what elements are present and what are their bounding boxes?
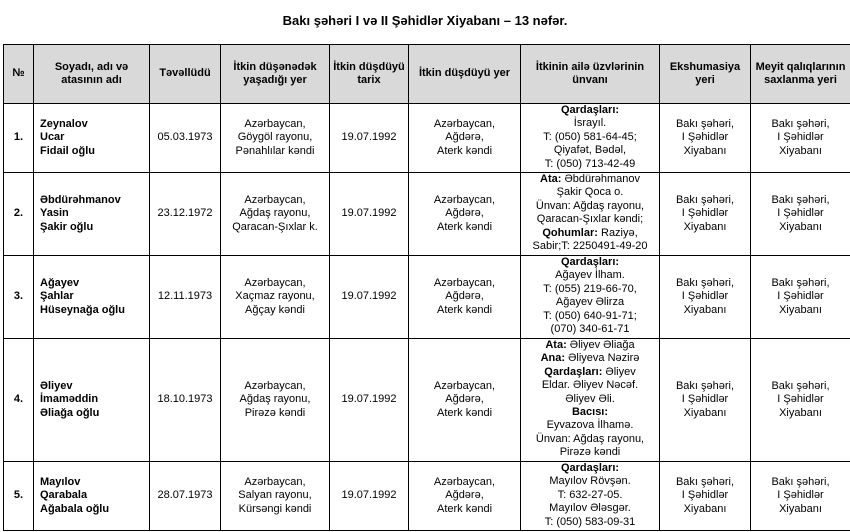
family-label: Bacısı: bbox=[571, 406, 609, 419]
residence bbox=[221, 339, 330, 462]
birth-date: 28.07.1973 bbox=[150, 462, 221, 531]
storage-line: Bakı şəhəri, bbox=[771, 379, 830, 392]
exhumation-line: Xiyabanı bbox=[683, 303, 727, 316]
table-row bbox=[4, 173, 850, 256]
storage-line: Xiyabanı bbox=[779, 406, 822, 419]
row-number: 5. bbox=[4, 462, 34, 531]
residence-line: Ağçay kəndi bbox=[245, 303, 305, 316]
family-line bbox=[524, 406, 656, 419]
family-line: Şakir Qoca o. bbox=[556, 186, 624, 199]
table-body bbox=[4, 104, 850, 531]
family-line: Eyvazova İlhamə. bbox=[546, 419, 634, 432]
exhumation-line: Bakı şəhəri, bbox=[675, 276, 735, 289]
document-title: Bakı şəhəri I və II Şəhidlər Xiyabanı – 13 nəfər. bbox=[282, 13, 568, 28]
residence bbox=[221, 256, 330, 339]
family-line: (070) 340-61-71 bbox=[550, 323, 630, 336]
family-line bbox=[524, 104, 656, 117]
residence bbox=[221, 104, 330, 173]
missing-place bbox=[409, 104, 521, 173]
missing-place bbox=[409, 173, 521, 256]
exhumation-place bbox=[660, 256, 751, 339]
name-line: Ucar bbox=[40, 131, 65, 144]
storage-line: I Şəhidlər bbox=[777, 489, 824, 502]
family-line: T: (050) 581-64-45; bbox=[543, 130, 637, 143]
missing-place-line: Ağdərə, bbox=[445, 393, 484, 406]
family-line: Qardaşları: Əliyev bbox=[544, 365, 636, 378]
residence bbox=[221, 462, 330, 531]
storage-line: Xiyabanı bbox=[779, 502, 822, 515]
residence-line: Azərbaycan, bbox=[244, 475, 306, 488]
family-line: Pirəzə kəndi bbox=[559, 446, 621, 459]
person-name bbox=[34, 104, 150, 173]
residence-line: Ağdaş rayonu, bbox=[239, 393, 311, 406]
family-line: T: (050) 583-09-31 bbox=[544, 515, 636, 528]
residence-line: Ağdaş rayonu, bbox=[239, 207, 311, 220]
storage-place bbox=[751, 256, 850, 339]
family-address bbox=[521, 104, 660, 173]
missing-date: 19.07.1992 bbox=[330, 339, 409, 462]
family-line: İsrayıl. bbox=[573, 117, 607, 130]
family-line: Mayılov Rövşən. bbox=[549, 475, 631, 488]
header-family: İtkinin ailə üzvlərinin ünvanı bbox=[521, 45, 660, 104]
header-lived: İtkin düşənədək yaşadığı yer bbox=[221, 45, 330, 104]
residence-line: Pənahlılar kəndi bbox=[235, 144, 315, 157]
name-line: Qarabala bbox=[40, 489, 88, 502]
family-line: Ünvan: Ağdaş rayonu, bbox=[535, 199, 645, 212]
storage-line: Bakı şəhəri, bbox=[771, 117, 830, 130]
missing-place bbox=[409, 256, 521, 339]
missing-place-line: Azərbaycan, bbox=[433, 193, 496, 206]
exhumation-line: Xiyabanı bbox=[683, 502, 727, 515]
table-row bbox=[4, 339, 850, 462]
birth-date: 23.12.1972 bbox=[150, 173, 221, 256]
residence-line: Xaçmaz rayonu, bbox=[235, 290, 315, 303]
family-line: T: (050) 640-91-71; bbox=[543, 309, 637, 322]
storage-place bbox=[751, 462, 850, 531]
exhumation-line: I Şəhidlər bbox=[681, 207, 729, 220]
residence-line: Salyan rayonu, bbox=[238, 489, 312, 502]
storage-line: Bakı şəhəri, bbox=[771, 276, 830, 289]
header-place: İtkin düşdüyü yer bbox=[409, 45, 521, 104]
name-line: Əliyev bbox=[40, 379, 73, 392]
family-line bbox=[524, 256, 656, 269]
storage-line: Bakı şəhəri, bbox=[771, 193, 830, 206]
family-line: Ağayev Əlirza bbox=[555, 296, 625, 309]
storage-line: I Şəhidlər bbox=[777, 290, 824, 303]
name-line: Şahlar bbox=[40, 290, 74, 303]
family-label: Qardaşları: bbox=[560, 256, 620, 268]
name-line: Ağabala oğlu bbox=[40, 502, 110, 515]
exhumation-line: I Şəhidlər bbox=[681, 131, 729, 144]
name-line: Əliağa oğlu bbox=[40, 406, 100, 419]
row-number: 4. bbox=[4, 339, 34, 462]
missing-place-line: Azərbaycan, bbox=[433, 475, 496, 488]
header-num: № bbox=[4, 45, 34, 104]
family-line: Qiyafət, Bədəl, bbox=[553, 144, 627, 157]
missing-date: 19.07.1992 bbox=[330, 104, 409, 173]
birth-date: 12.11.1973 bbox=[150, 256, 221, 339]
residence-line: Göygöl rayonu, bbox=[237, 131, 313, 144]
name-line: Əbdürəhmanov bbox=[40, 193, 121, 206]
exhumation-line: Xiyabanı bbox=[683, 406, 727, 419]
header-exhumation: Ekshumasiya yeri bbox=[660, 45, 751, 104]
family-line: Qaracan-Şıxlar kəndi; bbox=[536, 213, 644, 226]
residence-line: Azərbaycan, bbox=[244, 379, 306, 392]
missing-place-line: Azərbaycan, bbox=[433, 276, 496, 289]
residence bbox=[221, 173, 330, 256]
family-label: Qohumlar: bbox=[542, 226, 598, 239]
storage-place bbox=[751, 173, 850, 256]
storage-line: I Şəhidlər bbox=[777, 393, 824, 406]
family-line: Ünvan: Ağdaş rayonu, bbox=[535, 432, 645, 445]
missing-place-line: Azərbaycan, bbox=[433, 117, 496, 130]
row-number: 3. bbox=[4, 256, 34, 339]
missing-place-line: Ağdərə, bbox=[445, 290, 484, 303]
exhumation-line: Bakı şəhəri, bbox=[675, 117, 735, 130]
family-line: T: (055) 219-66-70, bbox=[543, 282, 637, 295]
family-line: Qohumlar: Raziyə, bbox=[542, 226, 638, 239]
missing-place-line: Ağdərə, bbox=[445, 489, 484, 502]
missing-place bbox=[409, 462, 521, 531]
family-label: Qardaşları: bbox=[560, 462, 620, 474]
table-row bbox=[4, 104, 850, 173]
table-row bbox=[4, 462, 850, 531]
storage-line: Bakı şəhəri, bbox=[771, 475, 830, 488]
residence-line: Kürsəngi kəndi bbox=[238, 502, 312, 515]
header-date: İtkin düşdüyü tarix bbox=[330, 45, 409, 104]
header-storage: Meyit qalıqlarının saxlanma yeri bbox=[751, 45, 850, 104]
storage-line: Xiyabanı bbox=[779, 303, 822, 316]
name-line: Ağayev bbox=[40, 276, 80, 289]
storage-line: I Şəhidlər bbox=[777, 131, 824, 144]
exhumation-place bbox=[660, 104, 751, 173]
exhumation-line: Bakı şəhəri, bbox=[675, 475, 735, 488]
exhumation-place bbox=[660, 462, 751, 531]
name-line: İmaməddin bbox=[40, 393, 99, 406]
missing-place-line: Aterk kəndi bbox=[436, 406, 493, 419]
header-row bbox=[4, 45, 850, 104]
missing-date: 19.07.1992 bbox=[330, 256, 409, 339]
residence-line: Pirəzə kəndi bbox=[244, 406, 306, 419]
person-name bbox=[34, 256, 150, 339]
family-label: Ata: bbox=[540, 173, 562, 185]
family-line: Ata: Əliyev Əliağa bbox=[545, 339, 635, 351]
family-line: T: (050) 713-42-49 bbox=[544, 157, 636, 170]
exhumation-line: I Şəhidlər bbox=[681, 489, 729, 502]
family-line: Sabir;T: 2250491-49-20 bbox=[532, 240, 648, 253]
exhumation-line: I Şəhidlər bbox=[681, 290, 729, 303]
family-line: T: 632-27-05. bbox=[557, 488, 623, 501]
storage-place bbox=[751, 104, 850, 173]
residence-line: Qaracan-Şıxlar k. bbox=[232, 220, 318, 233]
family-line: Ata: Əbdürəhmanov bbox=[540, 173, 640, 185]
exhumation-line: I Şəhidlər bbox=[681, 393, 729, 406]
table-row bbox=[4, 256, 850, 339]
birth-date: 05.03.1973 bbox=[150, 104, 221, 173]
header-birth: Təvəllüdü bbox=[150, 45, 221, 104]
exhumation-place bbox=[660, 173, 751, 256]
storage-line: Xiyabanı bbox=[779, 144, 822, 157]
name-line: Fidail oğlu bbox=[40, 144, 95, 157]
residence-line: Azərbaycan, bbox=[244, 117, 306, 130]
missing-place-line: Aterk kəndi bbox=[436, 220, 493, 233]
storage-place bbox=[751, 339, 850, 462]
exhumation-line: Bakı şəhəri, bbox=[675, 193, 735, 206]
row-number: 2. bbox=[4, 173, 34, 256]
family-line: Mayılov Ələsgər. bbox=[549, 502, 631, 515]
martyrs-table bbox=[3, 44, 850, 531]
family-line: Ağayev İlham. bbox=[555, 269, 625, 282]
storage-line: Xiyabanı bbox=[779, 220, 822, 233]
missing-place-line: Ağdərə, bbox=[445, 131, 484, 144]
exhumation-line: Bakı şəhəri, bbox=[675, 379, 735, 392]
missing-place-line: Aterk kəndi bbox=[436, 303, 493, 316]
row-number: 1. bbox=[4, 104, 34, 173]
family-line: Əliyev Əli. bbox=[565, 392, 615, 405]
exhumation-place bbox=[660, 339, 751, 462]
family-address bbox=[521, 462, 660, 531]
missing-place-line: Aterk kəndi bbox=[436, 502, 493, 515]
family-line bbox=[524, 462, 656, 475]
family-line: Ana: Əliyeva Nəzirə bbox=[540, 352, 640, 365]
person-name bbox=[34, 339, 150, 462]
family-label: Qardaşları: bbox=[544, 365, 603, 378]
name-line: Hüseynağa oğlu bbox=[40, 303, 125, 316]
missing-place-line: Aterk kəndi bbox=[436, 144, 493, 157]
name-line: Mayılov bbox=[40, 475, 81, 488]
missing-date: 19.07.1992 bbox=[330, 173, 409, 256]
family-label: Ata: bbox=[545, 339, 567, 351]
header-name: Soyadı, adı və atasının adı bbox=[34, 45, 150, 104]
residence-line: Azərbaycan, bbox=[244, 276, 306, 289]
exhumation-line: Xiyabanı bbox=[683, 144, 727, 157]
residence-line: Azərbaycan, bbox=[244, 193, 306, 206]
family-label: Qardaşları: bbox=[560, 104, 620, 116]
family-line: Eldar. Əliyev Nəcəf. bbox=[541, 379, 639, 392]
person-name bbox=[34, 173, 150, 256]
birth-date: 18.10.1973 bbox=[150, 339, 221, 462]
name-line: Yasin bbox=[40, 207, 69, 220]
missing-date: 19.07.1992 bbox=[330, 462, 409, 531]
family-address bbox=[521, 339, 660, 462]
missing-place-line: Azərbaycan, bbox=[433, 379, 496, 392]
missing-place bbox=[409, 339, 521, 462]
person-name bbox=[34, 462, 150, 531]
name-line: Zeynalov bbox=[40, 117, 88, 130]
storage-line: I Şəhidlər bbox=[777, 207, 824, 220]
family-address bbox=[521, 256, 660, 339]
missing-place-line: Ağdərə, bbox=[445, 207, 484, 220]
exhumation-line: Xiyabanı bbox=[683, 220, 727, 233]
name-line: Şakir oğlu bbox=[40, 220, 94, 233]
family-address bbox=[521, 173, 660, 256]
family-label: Ana: bbox=[540, 352, 566, 365]
